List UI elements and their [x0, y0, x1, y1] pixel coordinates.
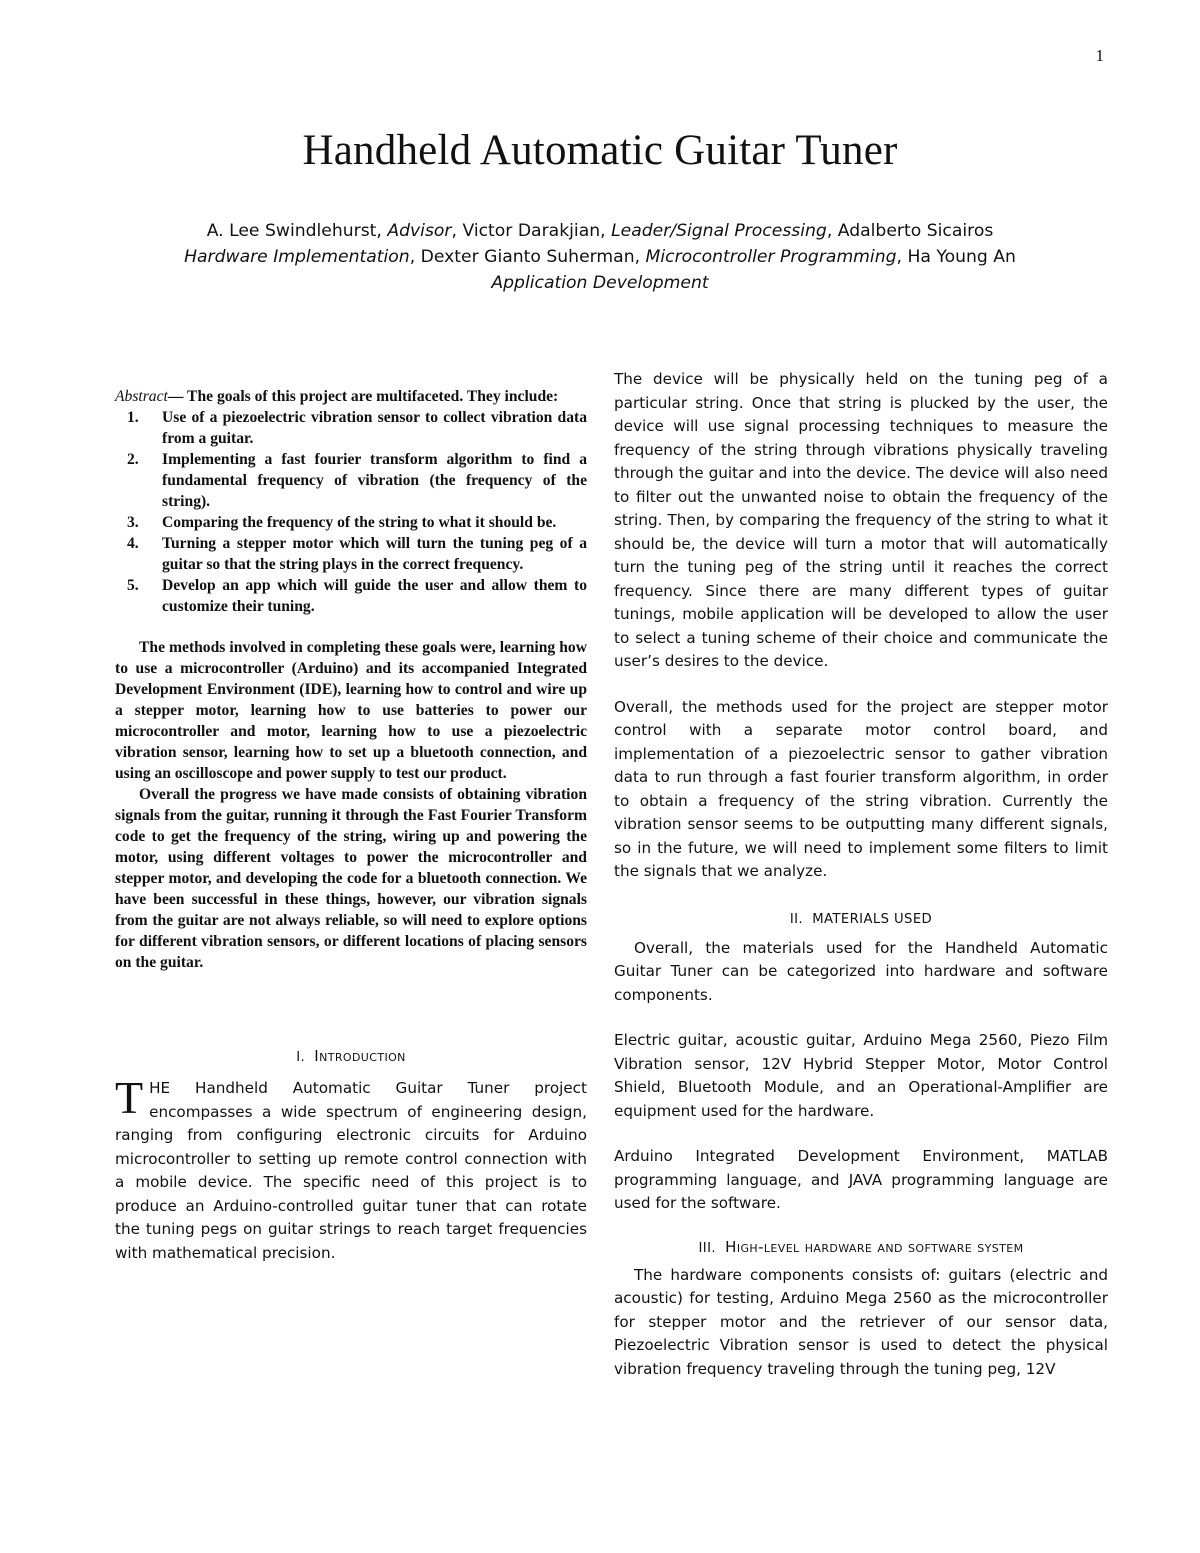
goal-list — [115, 407, 587, 617]
page-number: 1 — [1095, 46, 1104, 65]
methods-overview-paragraph: Overall, the methods used for the project are stepper motor control with a separate motor control board, and implementation of a piezoelectric sensor to gather vibration data to run through a fast fourier transform algorithm, in order to obtain a frequency of the string vibration. Currently the vibration sensor seems to be outputting many different signals, so in the future, we will need to implement some filters to limit the signals that we analyze. — [614, 697, 1108, 880]
system-paragraph: The hardware components consists of: guitars (electric and acoustic) for testing, Arduino Mega 2560 as the microcontroller for stepper motor and the retriever of our sensor data, Piezoelectric Vibration sensor is used to detect the physical vibration frequency traveling through the tuning peg, 12V — [614, 1265, 1108, 1378]
author-role: Advisor — [387, 221, 452, 241]
author-role: Hardware Implementation — [184, 247, 410, 267]
materials-intro-paragraph: Overall, the materials used for the Handheld Automatic Guitar Tuner can be categorized into hardware and software components. — [614, 938, 1108, 1004]
right-column — [614, 368, 1108, 1381]
dropcap: T — [115, 1072, 144, 1123]
author-name: Victor Darakjian, — [462, 221, 612, 241]
author-block: A. Lee Swindlehurst, Advisor, Victor Darakjian, Leader/Signal Processing, Adalberto Sicairos Hardware Implementation, Dexter Gianto Suherman, Microcontroller Programming, Ha Young An Application Development — [184, 221, 1016, 293]
progress-paragraph: Overall the progress we have made consists of obtaining vibration signals from the guitar, running it through the Fast Fourier Transform code to get the frequency of the string, wiring up and powering the motor, using different voltages to power the microcontroller and stepper motor, and developing the code for a bluetooth connection. We have been successful in these things, however, our vibration signals from the guitar are not always reliable, so will need to explore options for different vibration sensors, or different locations of placing sensors on the guitar. — [115, 786, 587, 971]
author-role: Microcontroller Programming — [645, 247, 897, 267]
abstract-label: Abstract — [115, 388, 168, 405]
abstract-lead: Abstract— The goals of this project are multifaceted. They include: — [115, 388, 559, 405]
methods-paragraph: The methods involved in completing these goals were, learning how to use a microcontroller (Arduino) and its accompanied Integrated Development Environment (IDE), learning how to control and wire up a stepper motor, learning how to use batteries to power our microcontroller and motor, learning how to use a piezoelectric vibration sensor, learning how to set up a bluetooth connection, and using an oscilloscope and power supply to test our product. — [115, 639, 587, 782]
software-paragraph: Arduino Integrated Development Environment, MATLAB programming language, and JAVA programming language are used for the software. — [614, 1147, 1108, 1212]
paper-title: Handheld Automatic Guitar Tuner — [302, 127, 898, 174]
list-item: 1. Use of a piezoelectric vibration sensor to collect vibration data from a guitar. — [127, 409, 587, 447]
author-role: Application Development — [491, 273, 709, 293]
author-name: A. Lee Swindlehurst, — [206, 221, 388, 241]
device-paragraph: The device will be physically held on the tuning peg of a particular string. Once that string is plucked by the user, the device will use signal processing techniques to measure the frequency of the string through vibrations physically traveling through the guitar and into the device. The device will also need to filter out the unwanted noise to obtain the frequency of the string. Then, by comparing the frequency of the string to what it should be, the device will turn a motor that will automatically turn the tuning peg of the string until it reaches the correct frequency. Since there are many different types of guitar tunings, mobile application will be developed to allow the user to select a tuning scheme of their choice and communicate the user’s desires to the device. — [614, 370, 1108, 670]
list-item: 4. Turning a stepper motor which will turn the tuning peg of a guitar so that the string plays in the correct frequency. — [127, 535, 587, 573]
abstract — [115, 386, 587, 617]
author-name: Ha Young An — [907, 247, 1016, 267]
intro-paragraph: THE Handheld Automatic Guitar Tuner project encompasses a wide spectrum of engineering design, ranging from configuring electronic circuits for Arduino microcontroller to setting up remote control connection with a mobile device. The specific need of this project is to produce an Arduino-controlled guitar tuner that can rotate the tuning pegs on guitar strings to reach target frequencies with mathematical precision. — [115, 1072, 587, 1262]
author-name: Adalberto Sicairos — [837, 221, 994, 241]
left-column — [115, 386, 587, 1265]
author-name: Dexter Gianto Suherman, — [420, 247, 646, 267]
author-role: Leader/Signal Processing — [611, 221, 827, 241]
system-heading: III. High-level hardware and software system — [698, 1237, 1024, 1256]
intro-heading: I. Introduction — [296, 1047, 406, 1065]
hardware-paragraph: Electric guitar, acoustic guitar, Arduino Mega 2560, Piezo Film Vibration sensor, 12V Hybrid Stepper Motor, Motor Control Shield, Bluetooth Module, and an Operational-Amplifier are equipment used for the hardware. — [614, 1031, 1108, 1120]
list-item: 2. Implementing a fast fourier transform algorithm to find a fundamental frequency of vibration (the frequency of the string). — [127, 451, 587, 510]
materials-heading: II. MATERIALS USED — [789, 911, 933, 927]
list-item: 3. Comparing the frequency of the string to what it should be. — [127, 514, 557, 531]
list-item: 5. Develop an app which will guide the user and allow them to customize their tuning. — [127, 577, 587, 615]
